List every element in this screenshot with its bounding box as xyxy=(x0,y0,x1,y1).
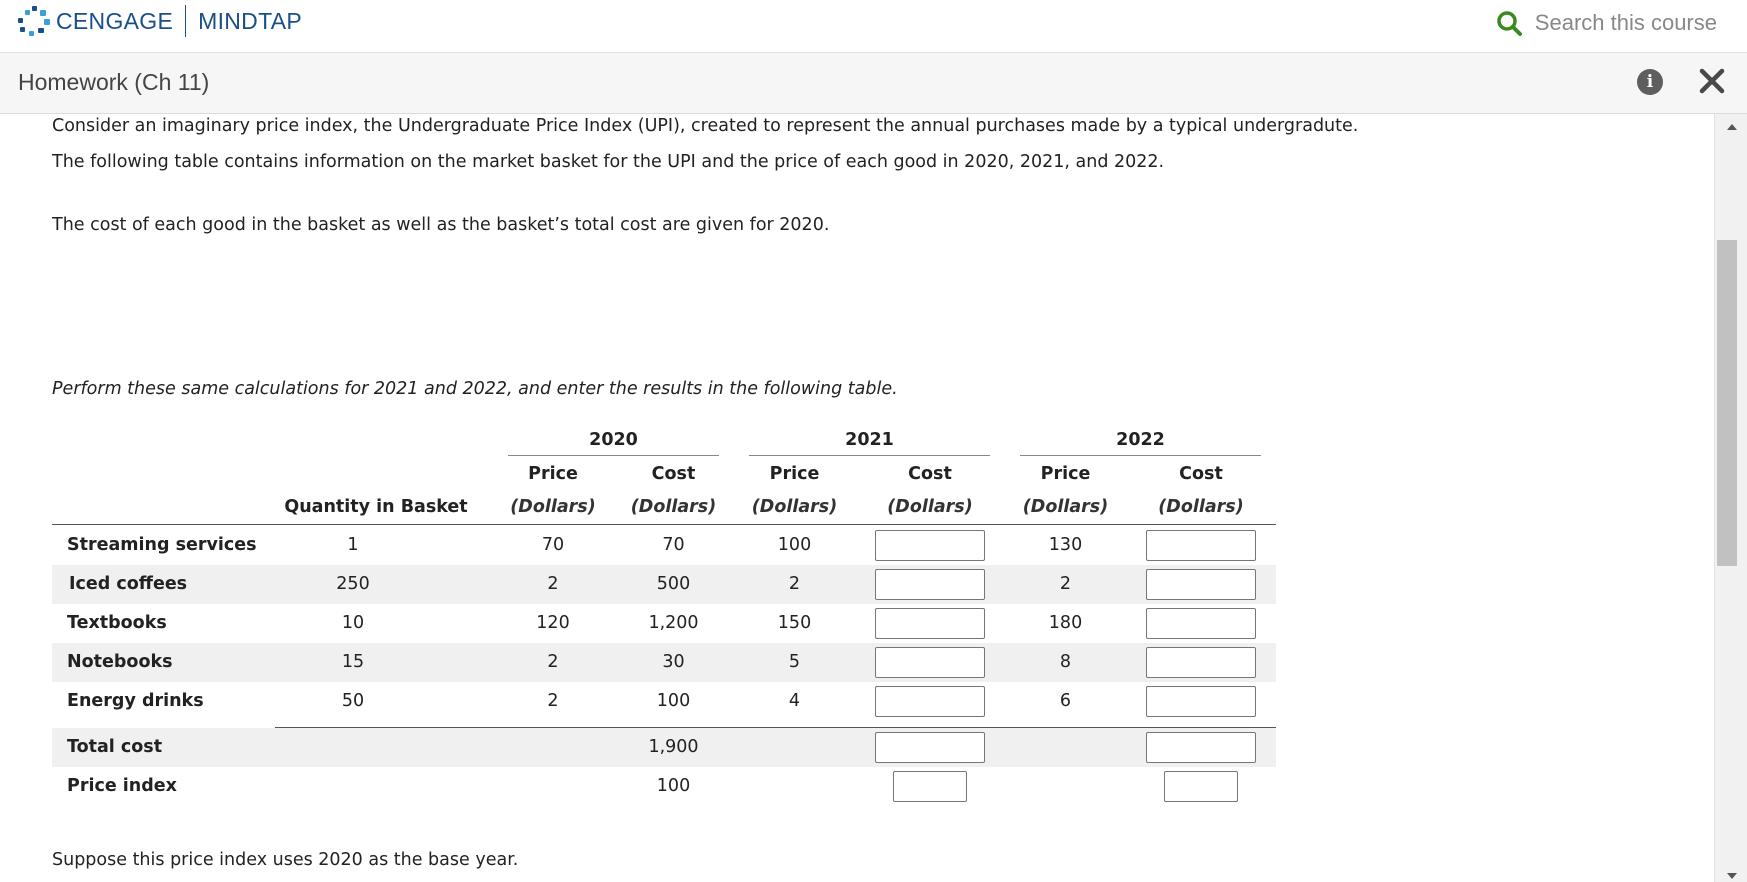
info-icon[interactable]: i xyxy=(1637,69,1663,95)
cost-2020-cell: 500 xyxy=(656,574,691,594)
year-underline-2020 xyxy=(508,455,719,456)
header-rule xyxy=(52,524,1276,525)
cost-2021-input[interactable] xyxy=(875,569,985,600)
col-cost-2020: Cost xyxy=(651,464,696,484)
price-2021-cell: 100 xyxy=(777,535,812,555)
activity-header xyxy=(0,53,1747,114)
quantity-cell: 50 xyxy=(341,691,365,711)
price-2020-cell: 70 xyxy=(541,535,565,555)
col-price-2020: Price xyxy=(528,464,578,484)
price-2021-cell: 2 xyxy=(788,574,801,594)
cost-2020-cell: 30 xyxy=(662,652,685,672)
price-index-row xyxy=(52,767,1276,806)
col-unit-cost-2022: (Dollars) xyxy=(1158,497,1244,517)
col-price-2021: Price xyxy=(769,464,820,484)
cost-2021-input[interactable] xyxy=(875,530,985,561)
table-row xyxy=(52,526,1276,565)
total-cost-2022-input[interactable] xyxy=(1146,732,1256,763)
quantity-cell: 250 xyxy=(336,574,370,594)
search-input[interactable]: Search this course xyxy=(1534,10,1717,35)
scroll-up-arrow-icon[interactable] xyxy=(1727,124,1737,130)
cengage-logo-icon xyxy=(16,4,52,38)
table-row xyxy=(52,604,1276,643)
top-navigation-bar xyxy=(0,0,1747,53)
cost-2022-input[interactable] xyxy=(1146,647,1256,678)
row-label: Streaming services xyxy=(67,535,257,555)
quantity-cell: 1 xyxy=(347,535,359,555)
total-cost-2020: 1,900 xyxy=(648,737,699,757)
total-cost-row xyxy=(52,728,1276,767)
cost-2022-input[interactable] xyxy=(1146,608,1256,639)
total-cost-label: Total cost xyxy=(67,737,163,757)
table-row xyxy=(52,682,1276,721)
price-2022-cell: 6 xyxy=(1059,691,1072,711)
price-index-2021-input[interactable] xyxy=(893,771,967,802)
row-label: Textbooks xyxy=(67,613,167,633)
col-unit-price-2022: (Dollars) xyxy=(1022,497,1109,517)
table-description: The following table contains information on the market basket for the UPI and the price of each good in 2020, 2021, and 2022. xyxy=(52,152,1165,172)
cost-2021-input[interactable] xyxy=(875,608,985,639)
year-underline-2022 xyxy=(1020,455,1261,456)
intro-paragraph: Consider an imaginary price index, the Undergraduate Price Index (UPI), created to represent the annual purchases made by a typical undergradute. xyxy=(52,116,1359,136)
question-content xyxy=(0,114,1714,882)
cost-2022-input[interactable] xyxy=(1146,569,1256,600)
cost-2022-input[interactable] xyxy=(1146,686,1256,717)
row-label: Iced coffees xyxy=(69,574,188,594)
brand-mindtap: MINDTAP xyxy=(198,7,303,34)
vertical-scrollbar[interactable] xyxy=(1714,114,1747,882)
base-year-text: Suppose this price index uses 2020 as the base year. xyxy=(52,850,519,870)
table-row xyxy=(52,565,1276,604)
price-2021-cell: 4 xyxy=(788,691,801,711)
row-label: Notebooks xyxy=(67,652,173,672)
col-price-2022: Price xyxy=(1040,464,1091,484)
col-unit-cost-2021: (Dollars) xyxy=(887,497,973,517)
price-2022-cell: 8 xyxy=(1059,652,1072,672)
scroll-thumb[interactable] xyxy=(1717,240,1737,566)
price-index-label: Price index xyxy=(67,776,177,796)
brand-divider xyxy=(185,5,186,37)
cost-2020-cell: 70 xyxy=(662,535,685,555)
year-header-2022: 2022 xyxy=(1116,430,1165,450)
col-cost-2021: Cost xyxy=(908,464,952,484)
price-index-2020: 100 xyxy=(656,776,691,796)
cost-note: The cost of each good in the basket as well as the basket’s total cost are given for 2020. xyxy=(52,215,830,235)
price-2022-cell: 180 xyxy=(1048,613,1083,633)
instruction-text: Perform these same calculations for 2021 and 2022, and enter the results in the following table. xyxy=(52,379,898,399)
price-2020-cell: 120 xyxy=(536,613,570,633)
search-course[interactable] xyxy=(1495,7,1717,39)
cengage-mindtap-logo[interactable] xyxy=(16,4,302,38)
cost-2020-cell: 1,200 xyxy=(648,613,699,633)
col-quantity: Quantity in Basket xyxy=(284,497,468,517)
year-header-2021: 2021 xyxy=(845,430,894,450)
close-icon[interactable] xyxy=(1697,66,1727,96)
col-unit-cost-2020: (Dollars) xyxy=(630,497,717,517)
row-label: Energy drinks xyxy=(67,691,204,711)
year-header-2020: 2020 xyxy=(589,430,638,450)
col-cost-2022: Cost xyxy=(1179,464,1223,484)
quantity-cell: 15 xyxy=(341,652,365,672)
price-2020-cell: 2 xyxy=(547,691,559,711)
cost-2021-input[interactable] xyxy=(875,686,985,717)
price-index-2022-input[interactable] xyxy=(1164,771,1238,802)
col-unit-price-2020: (Dollars) xyxy=(510,497,596,517)
scroll-down-arrow-icon[interactable] xyxy=(1727,873,1737,879)
year-underline-2021 xyxy=(749,455,990,456)
total-cost-2021-input[interactable] xyxy=(875,732,985,763)
quantity-cell: 10 xyxy=(341,613,365,633)
price-2021-cell: 5 xyxy=(788,652,801,672)
brand-cengage: CENGAGE xyxy=(56,7,174,34)
price-2020-cell: 2 xyxy=(547,652,559,672)
price-2022-cell: 130 xyxy=(1048,535,1083,555)
col-unit-price-2021: (Dollars) xyxy=(751,497,838,517)
price-2022-cell: 2 xyxy=(1059,574,1072,594)
cost-2021-input[interactable] xyxy=(875,647,985,678)
price-2020-cell: 2 xyxy=(547,574,559,594)
activity-title: Homework (Ch 11) xyxy=(18,69,210,95)
cost-2022-input[interactable] xyxy=(1146,530,1256,561)
search-icon[interactable] xyxy=(1495,9,1523,37)
table-row xyxy=(52,643,1276,682)
cost-2020-cell: 100 xyxy=(656,691,691,711)
price-2021-cell: 150 xyxy=(777,613,812,633)
